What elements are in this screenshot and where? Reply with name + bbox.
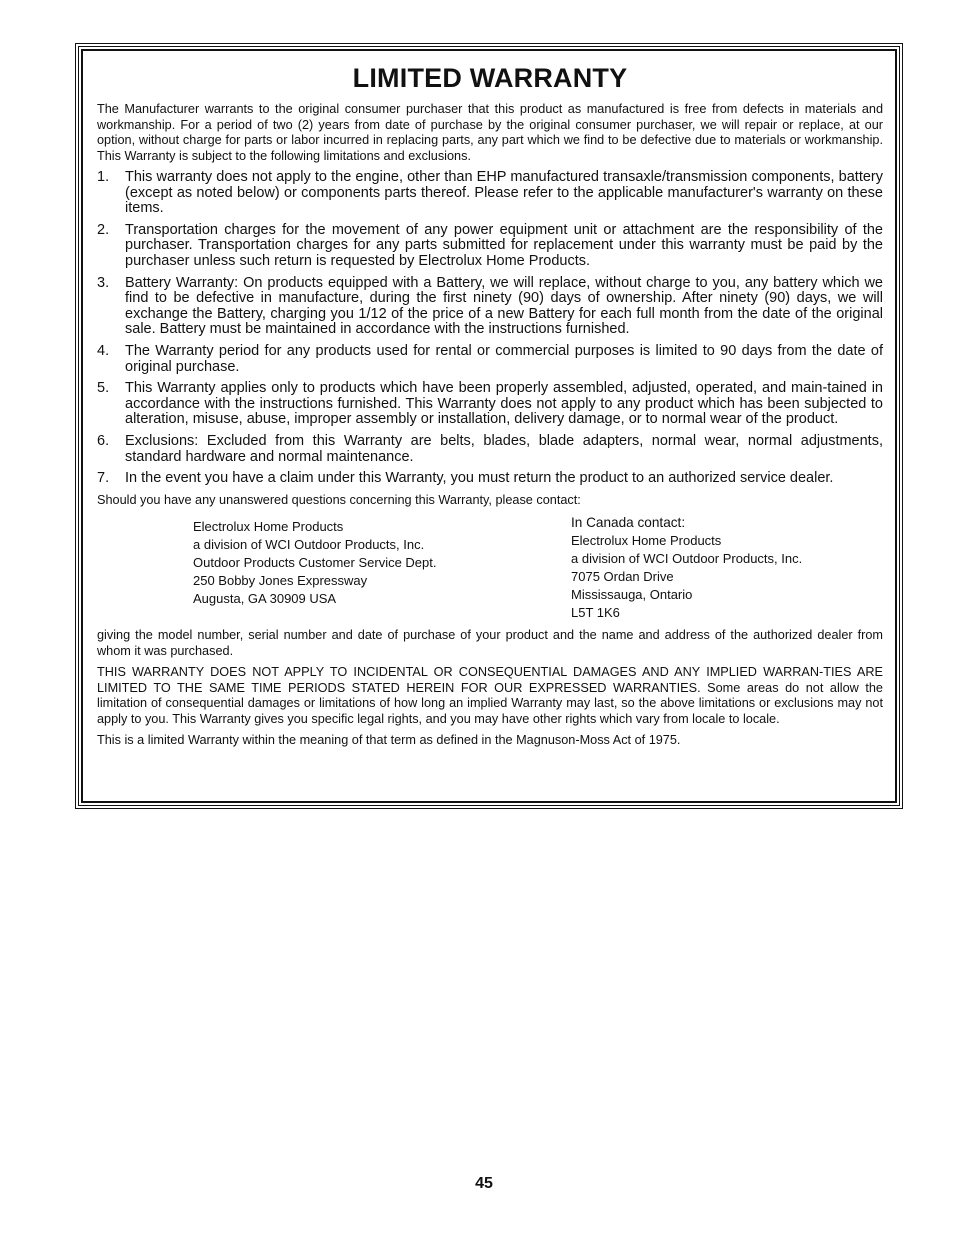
item-text: Exclusions: Excluded from this Warranty are belts, blades, blade adapters, normal wear, normal adjustments, standard hardware and normal maintenance.: [125, 432, 883, 465]
item-text: This Warranty applies only to products which have been properly assembled, adjusted, operated, and main-tained in accordance with the instructions furnished. This Warranty does not apply to any product which has been subjected to alteration, misuse, abuse, improper assembly or installation, delivery damage, or to normal wear of the product.: [125, 380, 883, 428]
warranty-terms-list: [97, 170, 883, 487]
contact-intro: Should you have any unanswered questions concerning this Warranty, please contact:: [97, 492, 581, 507]
us-address-line: a division of WCI Outdoor Products, Inc.: [193, 537, 425, 553]
magnuson-moss-paragraph: This is a limited Warranty within the meaning of that term as defined in the Magnuson-Moss Act of 1975.: [97, 733, 681, 748]
us-address: [193, 514, 571, 622]
canada-address-line: a division of WCI Outdoor Products, Inc.: [571, 551, 803, 567]
list-item: [97, 276, 883, 338]
us-address-line: Electrolux Home Products: [193, 519, 344, 535]
item-number: 6.: [97, 432, 110, 449]
item-text: In the event you have a claim under this Warranty, you must return the product to an authorized service dealer.: [125, 470, 834, 487]
warranty-content: [97, 62, 883, 755]
list-item: [97, 344, 883, 375]
item-number: 2.: [97, 221, 110, 238]
canada-address-line: Mississauga, Ontario: [571, 587, 693, 603]
canada-contact-heading: In Canada contact:: [571, 515, 686, 531]
item-number: 3.: [97, 274, 110, 291]
contact-addresses: [97, 514, 883, 622]
item-number: 7.: [97, 470, 110, 487]
canada-address-line: 7075 Ordan Drive: [571, 569, 674, 585]
list-item: [97, 170, 883, 217]
item-text: Battery Warranty: On products equipped with a Battery, we will replace, without charge to you, any battery which we find to be defective in manufacture, during the first ninety (90) days of ownership. After ninety (90) days, we will exchange the Battery, charging you 1/12 of the price of a new Battery for each full month from the date of the original sale. Battery must be maintained in accordance with the instructions furnished.: [125, 274, 883, 338]
page-title: LIMITED WARRANTY: [352, 63, 628, 93]
list-item: [97, 434, 883, 465]
canada-address: [571, 514, 883, 622]
list-item: [97, 381, 883, 428]
us-address-line: Outdoor Products Customer Service Dept.: [193, 555, 437, 571]
item-text: This warranty does not apply to the engine, other than EHP manufactured transaxle/transmission components, battery (except as noted below) or components parts thereof. Please refer to the applicable manufacturer's warranty on these items.: [125, 169, 883, 217]
item-text: Transportation charges for the movement of any power equipment unit or attachment are the responsibility of the purchaser. Transportation charges for any parts submitted for replacement under this warranty must be paid by the purchaser unless such return is requested by Electrolux Home Products.: [125, 221, 883, 269]
item-number: 4.: [97, 342, 110, 359]
intro-paragraph: The Manufacturer warrants to the original consumer purchaser that this product as manufactured is free from defects in materials and workmanship. For a period of two (2) years from date of purchase by the original consumer purchaser, we will repair or replace, at our option, without charge for parts or labor incurred in replacing parts, any part which we find to be defective due to materials or workmanship. This Warranty is subject to the following limitations and exclusions.: [97, 102, 883, 163]
us-address-line: Augusta, GA 30909 USA: [193, 591, 337, 607]
us-address-line: 250 Bobby Jones Expressway: [193, 573, 368, 589]
item-number: 1.: [97, 169, 110, 185]
item-number: 5.: [97, 380, 110, 397]
item-text: The Warranty period for any products used for rental or commercial purposes is limited to 90 days from the date of original purchase.: [125, 342, 883, 375]
disclaimer-paragraph: THIS WARRANTY DOES NOT APPLY TO INCIDENTAL OR CONSEQUENTIAL DAMAGES AND ANY IMPLIED WARRAN-TIES ARE LIMITED TO THE SAME TIME PERIODS STATED HEREIN FOR OUR EXPRESSED WARRANTIES. Some areas do not allow the limitation of consequential damages or limitations of how long an implied Warranty may last, so the above limitations or exclusions may not apply to you. This Warranty gives you specific legal rights, and you may have other rights which vary from locale to locale.: [97, 665, 883, 726]
canada-address-line: L5T 1K6: [571, 605, 620, 621]
page-number: 45: [475, 1175, 493, 1192]
list-item: [97, 223, 883, 270]
canada-address-line: Electrolux Home Products: [571, 533, 722, 549]
list-item: [97, 471, 883, 487]
giving-details-paragraph: giving the model number, serial number and date of purchase of your product and the name and address of the authorized dealer from whom it was purchased.: [97, 628, 883, 658]
